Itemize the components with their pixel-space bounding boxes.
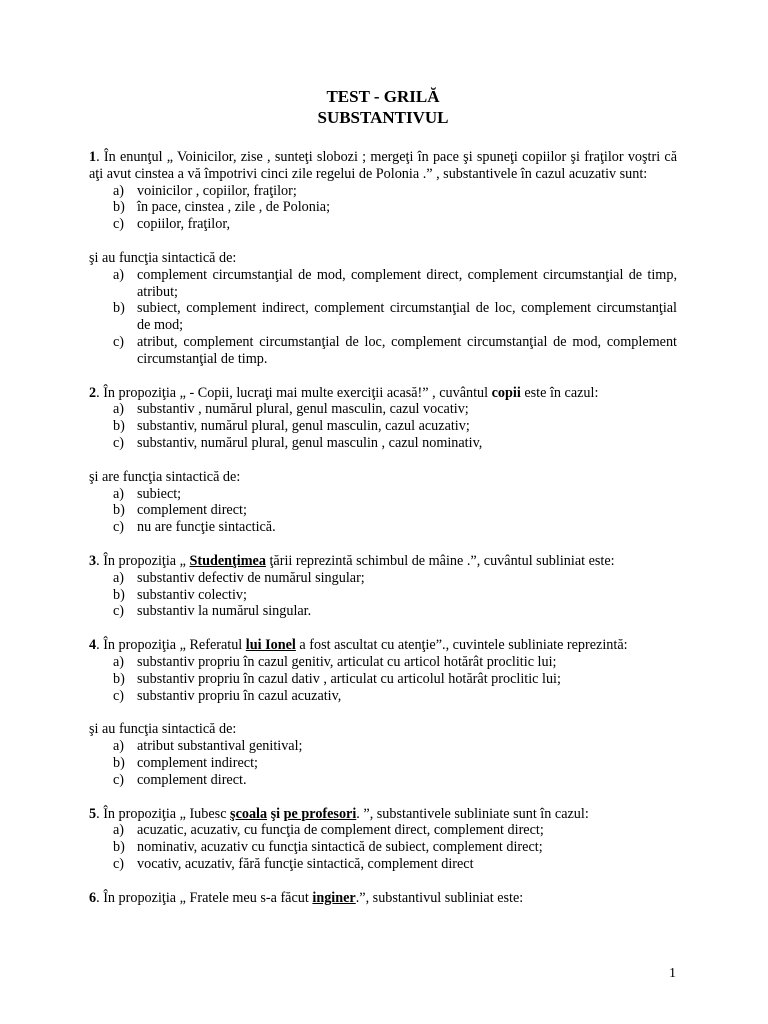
options-list — [89, 822, 677, 872]
question-text: 6. În propoziţia „ Fratele meu s-a făcut inginer.”, substantivul subliniat este: — [89, 889, 524, 906]
option-c: c) substantiv, numărul plural, genul masculin , cazul nominativ, — [113, 434, 483, 451]
question-text: 1. În enunţul „ Voinicilor, zise , sunteţi slobozi ; mergeţi în pace şi spuneţi copiilor şi fraţilor voştri că aţi avut cinstea a vă împotrivi cinci zile regelui de Polonia .” , substantivele în cazul acuzativ sunt: — [89, 149, 677, 182]
question-number: 4 — [89, 637, 97, 654]
option-a: a) substantiv , numărul plural, genul masculin, cazul vocativ; — [113, 401, 469, 418]
question-text: 4. În propoziţia „ Referatul lui Ionel a fost ascultat cu atenţie”., cuvintele subliniate reprezintă: — [89, 637, 628, 654]
question-3 — [89, 553, 677, 620]
sub-question-text: şi are funcţia sintactică de: — [89, 468, 241, 485]
question-number: 1 — [89, 149, 97, 165]
option-b: b) substantiv, numărul plural, genul masculin, cazul acuzativ; — [113, 418, 470, 435]
question-number: 2 — [89, 384, 97, 401]
question-6 — [89, 890, 677, 907]
option-c: c) copiilor, fraţilor, — [113, 216, 231, 233]
option-b: b) substantiv colectiv; — [113, 586, 247, 603]
sub-option-a: a) subiect; — [113, 485, 182, 502]
option-a: a) acuzatic, acuzativ, cu funcţia de complement direct, complement direct; — [113, 822, 544, 839]
title-line-2: SUBSTANTIVUL — [317, 108, 449, 127]
question-4 — [89, 637, 677, 788]
question-text: 2. În propoziţia „ - Copii, lucraţi mai multe exerciţii acasă!” , cuvântul copii este în cazul: — [89, 384, 599, 401]
document-page — [89, 86, 677, 906]
title-block — [89, 86, 677, 128]
question-1 — [89, 149, 677, 368]
sub-option-c: c) atribut, complement circumstanţial de loc, complement circumstanţial de mod, complement circumstanţial de timp. — [113, 333, 677, 367]
options-list — [89, 183, 677, 233]
sub-question-text: şi au funcţia sintactică de: — [89, 249, 237, 266]
sub-option-c: c) nu are funcţie sintactică. — [113, 519, 276, 536]
sub-options-list — [89, 738, 677, 788]
sub-option-b: b) complement direct; — [113, 502, 247, 519]
option-c: c) vocativ, acuzativ, fără funcţie sintactică, complement direct — [113, 855, 474, 872]
sub-options-list — [89, 267, 677, 368]
sub-option-b: b) subiect, complement indirect, complement circumstanţial de loc, complement circumstanţial de mod; — [113, 300, 677, 334]
sub-option-a: a) atribut substantival genitival; — [113, 738, 303, 755]
question-number: 3 — [89, 552, 97, 569]
option-a: a) voinicilor , copiilor, fraţilor; — [113, 182, 297, 199]
option-b: b) în pace, cinstea , zile , de Polonia; — [113, 199, 331, 216]
question-2 — [89, 385, 677, 536]
underlined-word: Studenţimea — [189, 552, 266, 569]
underlined-word: inginer — [312, 889, 356, 906]
question-5 — [89, 806, 677, 873]
question-number: 5 — [89, 805, 97, 822]
underlined-word: lui Ionel — [245, 637, 296, 654]
question-text: 3. În propoziţia „ Studenţimea ţării reprezintă schimbul de mâine .”, cuvântul subliniat este: — [89, 552, 615, 569]
highlighted-word: copii — [491, 384, 521, 401]
option-b: b) substantiv propriu în cazul dativ , articulat cu articolul hotărât proclitic lui; — [113, 670, 561, 687]
sub-option-a: a) complement circumstanţial de mod, complement direct, complement circumstanţial de timp, atribut; — [113, 266, 677, 300]
option-b: b) nominativ, acuzativ cu funcţia sintactică de subiect, complement direct; — [113, 839, 543, 856]
options-list — [89, 401, 677, 451]
question-text: 5. În propoziţia „ Iubesc şcoala şi pe profesori. ”, substantivele subliniate sunt în cazul: — [89, 805, 589, 822]
page-number: 1 — [669, 966, 676, 981]
options-list — [89, 654, 677, 704]
option-a: a) substantiv defectiv de numărul singular; — [113, 569, 365, 586]
option-c: c) substantiv propriu în cazul acuzativ, — [113, 687, 342, 704]
sub-question-text: şi au funcţia sintactică de: — [89, 721, 237, 738]
underlined-word-2: pe profesori — [283, 805, 357, 822]
question-number: 6 — [89, 889, 97, 906]
underlined-word: şcoala — [230, 805, 268, 822]
option-c: c) substantiv la numărul singular. — [113, 603, 312, 620]
sub-option-c: c) complement direct. — [113, 771, 247, 788]
title-line-1: TEST - GRILĂ — [326, 87, 440, 106]
sub-option-b: b) complement indirect; — [113, 754, 258, 771]
options-list — [89, 570, 677, 620]
option-a: a) substantiv propriu în cazul genitiv, articulat cu articol hotărât proclitic lui; — [113, 653, 557, 670]
sub-options-list — [89, 486, 677, 536]
